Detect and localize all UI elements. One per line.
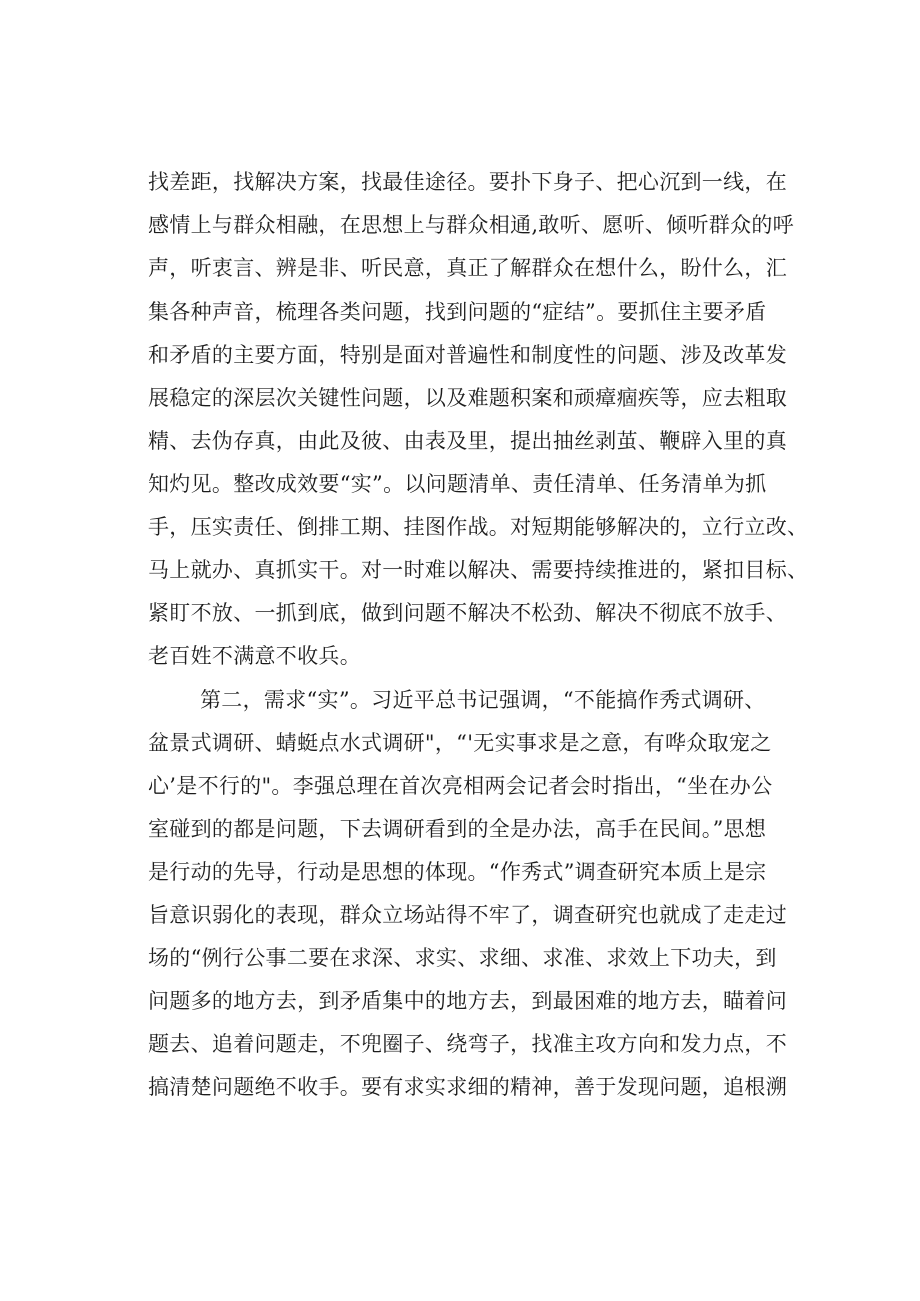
text-line: 旨意识弱化的表现，群众立场站得不牢了，调查研究也就成了走走过 — [148, 903, 787, 927]
text-line: 手，压实责任、倒排工期、挂图作战。对短期能够解决的，立行立改、 — [148, 515, 809, 539]
text-line: 和矛盾的主要方面，特别是面对普遍性和制度性的问题、涉及改革发 — [148, 343, 787, 367]
text-line: 马上就办、真抓实干。对一时难以解决、需要持续推进的，紧扣目标、 — [148, 558, 809, 582]
text-line: 精、去伪存真，由此及彼、由表及里，提出抽丝剥茧、鞭辟入里的真 — [148, 429, 787, 453]
text-line: 场的“例行公事二要在求深、求实、求细、求准、求效上下功夫，到 — [148, 946, 777, 970]
text-line: 感情上与群众相融，在思想上与群众相通,敢听、愿听、倾听群众的呼 — [148, 213, 794, 237]
text-line: 问题多的地方去，到矛盾集中的地方去，到最困难的地方去，瞄着问 — [148, 989, 787, 1013]
text-line: 搞清楚问题绝不收手。要有求实求细的精神，善于发现问题，追根溯 — [148, 1075, 787, 1099]
text-line: 室碰到的都是问题，下去调研看到的全是办法，高手在民间。”思想 — [148, 817, 767, 841]
text-line: 题去、追着问题走，不兜圈子、绕弯子，找准主攻方向和发力点，不 — [148, 1032, 787, 1056]
paragraph-first-line: 第二，需求“实”。习近平总书记强调，“不能搞作秀式调研、 — [200, 688, 766, 712]
text-line: 声，听衷言、辨是非、听民意，真正了解群众在想什么，盼什么，汇 — [148, 256, 787, 280]
text-line: 盆景式调研、蜻蜓点水式调研"，“'无实事求是之意，有哗众取宠之 — [148, 731, 772, 755]
text-line: 知灼见。整改成效要“实”。以问题清单、责任清单、任务清单为抓 — [148, 472, 767, 496]
text-line: 展稳定的深层次关键性问题，以及难题积案和顽瘴痼疾等，应去粗取 — [148, 386, 787, 410]
text-line: 是行动的先导，行动是思想的体现。“作秀式”调查研究本质上是宗 — [148, 860, 767, 884]
text-line: 集各种声音，梳理各类问题，找到问题的“症结”。要抓住主要矛盾 — [148, 300, 767, 324]
text-line: 心’是不行的"。李强总理在首次亮相两会记者会时指出，“坐在办公 — [148, 774, 773, 798]
text-line: 紧盯不放、一抓到底，做到问题不解决不松劲、解决不彻底不放手、 — [148, 601, 787, 625]
text-line: 找差距，找解决方案，找最佳途径。要扑下身子、把心沉到一线，在 — [148, 170, 787, 194]
text-line: 老百姓不满意不收兵。 — [148, 644, 361, 668]
